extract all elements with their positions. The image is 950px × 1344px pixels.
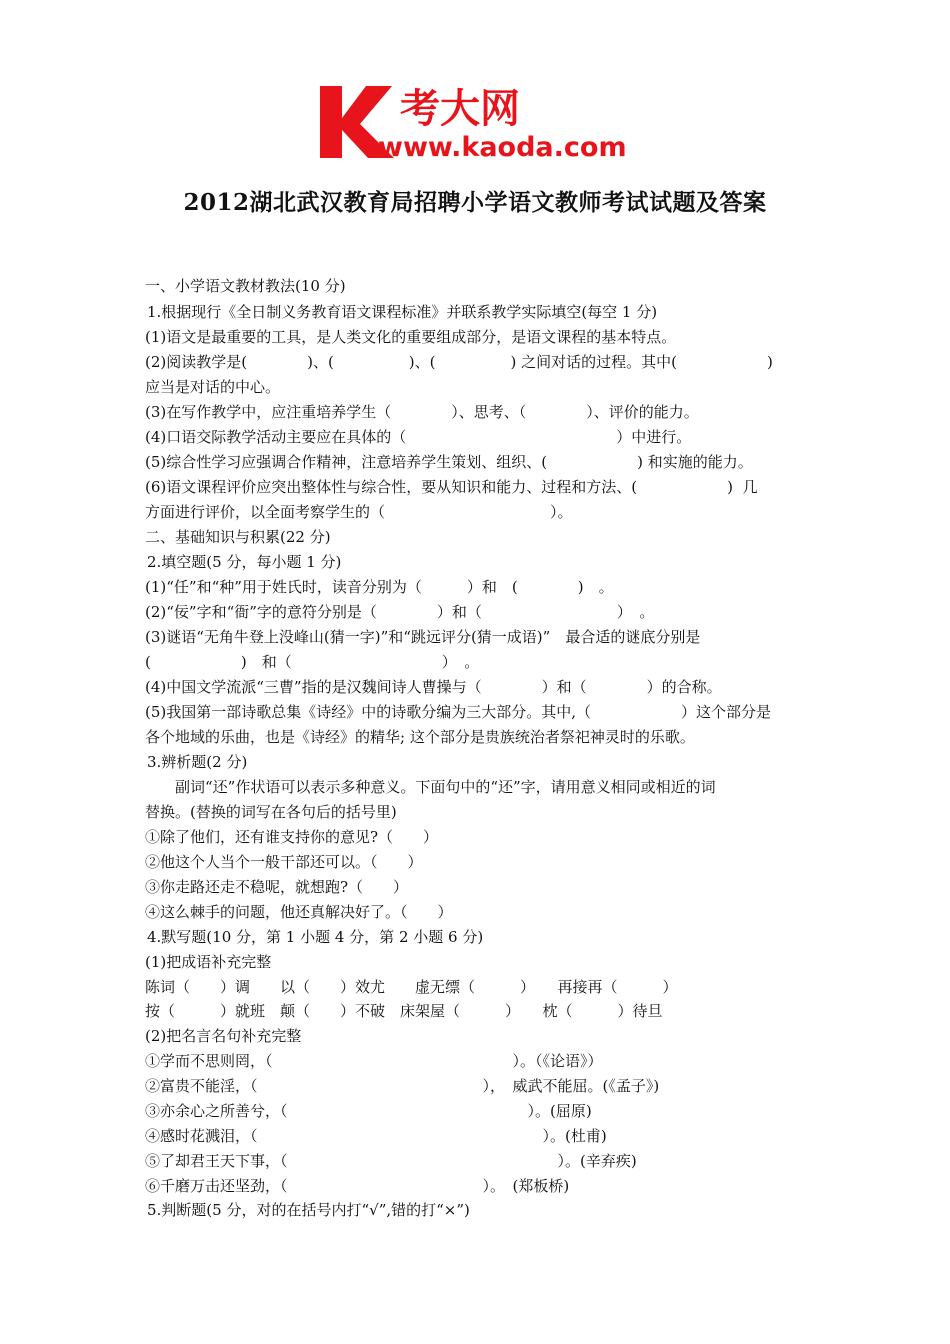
text-line: (5)我国第一部诗歌总集《诗经》中的诗歌分编为三大部分。其中,（ ）这个部分是 <box>145 703 772 721</box>
text-line: 2.填空题(5 分，每小题 1 分) <box>147 553 342 571</box>
text-line: ①学而不思则罔，（ ）。（《论语》） <box>145 1052 603 1070</box>
text-line: 替换。(替换的词写在各句后的括号里) <box>145 803 397 821</box>
text-line: 4.默写题(10 分，第 1 小题 4 分，第 2 小题 6 分) <box>147 928 484 946</box>
logo-url: www.kaoda.com <box>378 132 627 163</box>
text-line: (6)语文课程评价应突出整体性与综合性，要从知识和能力、过程和方法、( ) 几 <box>145 478 758 496</box>
text-line: 一、小学语文教材教法(10 分) <box>145 277 346 295</box>
text-line: 应当是对话的中心。 <box>145 378 281 396</box>
text-line: ②他这个人当个一般干部还可以。（ ） <box>145 853 423 871</box>
text-line: (5)综合性学习应强调合作精神，注意培养学生策划、组织、( ) 和实施的能力。 <box>145 453 753 471</box>
text-line: 3.辨析题(2 分) <box>147 753 248 771</box>
text-line: 方面进行评价，以全面考察学生的（ ）。 <box>145 503 573 521</box>
text-line: ⑤了却君王天下事，（ ）。(辛弃疾) <box>145 1152 637 1170</box>
text-line: ②富贵不能淫，（ ）， 威武不能屈。(《孟子》) <box>145 1077 660 1095</box>
text-line: (1)把成语补充完整 <box>145 953 272 971</box>
text-line: (4)中国文学流派“三曹”指的是汉魏间诗人曹操与（ ）和（ ）的合称。 <box>145 678 722 696</box>
logo-cn-name: 考大网 <box>400 86 520 132</box>
text-line: (1)“任”和“种”用于姓氏时，读音分别为（ ）和 ( ) 。 <box>145 578 614 596</box>
text-line: (3)谜语“无角牛登上没峰山(猜一字)”和“跳远评分(猜一成语)” 最合适的谜底分别是 <box>145 628 701 646</box>
text-line: ( ) 和（ ） 。 <box>145 653 480 671</box>
text-line: 5.判断题(5 分，对的在括号内打“√”,错的打“×”) <box>147 1201 470 1219</box>
text-line: (2)把名言名句补充完整 <box>145 1027 302 1045</box>
text-line: (2)阅读教学是( )、( )、( ) 之间对话的过程。其中( ) <box>145 353 773 371</box>
kaoda-logo-graphic <box>318 78 648 164</box>
text-line: ④感时花溅泪，（ ）。(杜甫) <box>145 1127 607 1145</box>
text-line: ①除了他们，还有谁支持你的意见?（ ） <box>145 828 439 846</box>
text-line: 1.根据现行《全日制义务教育语文课程标准》并联系教学实际填空(每空 1 分) <box>147 303 658 321</box>
text-line: (2)“佞”字和“衙”字的意符分别是（ ）和（ ） 。 <box>145 603 655 621</box>
text-line: ⑥千磨万击还坚劲，（ ）。 (郑板桥) <box>145 1177 570 1195</box>
text-line: ④这么棘手的问题，他还真解决好了。（ ） <box>145 903 453 921</box>
text-line: (1)语文是最重要的工具，是人类文化的重要组成部分，是语文课程的基本特点。 <box>145 328 677 346</box>
kaoda-logo <box>318 78 648 164</box>
text-line: 陈词（ ）调 以（ ）效尤 虚无缥（ ） 再接再（ ） <box>145 978 678 996</box>
text-line: (3)在写作教学中，应注重培养学生（ ）、思考、（ ）、评价的能力。 <box>145 403 699 421</box>
text-line: 副词“还”作状语可以表示多种意义。下面句中的“还”字，请用意义相同或相近的词 <box>145 778 716 796</box>
text-line: (4)口语交际教学活动主要应在具体的（ ）中进行。 <box>145 428 692 446</box>
text-line: 各个地域的乐曲，也是《诗经》的精华; 这个部分是贵族统治者祭祀神灵时的乐歌。 <box>145 728 695 746</box>
text-line: ③你走路还走不稳呢，就想跑?（ ） <box>145 878 409 896</box>
text-line: 按（ ）就班 颠（ ）不破 床架屋（ ） 枕（ ）待旦 <box>145 1002 663 1020</box>
text-line: 二、基础知识与积累(22 分) <box>145 528 331 546</box>
text-line: ③亦余心之所善兮，（ ）。(屈原) <box>145 1102 592 1120</box>
page-title: 2012湖北武汉教育局招聘小学语文教师考试试题及答案 <box>183 189 767 216</box>
